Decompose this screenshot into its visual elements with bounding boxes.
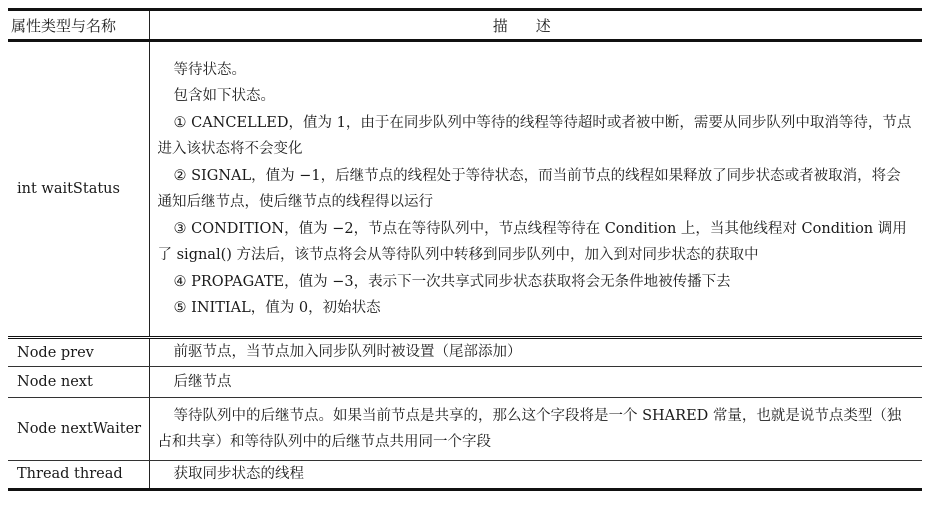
table-row (8, 367, 922, 398)
header-description-text: 描述 (492, 16, 579, 35)
paragraph: 等待状态。 (173, 61, 246, 78)
attribute-table (8, 8, 922, 491)
table-row (8, 41, 922, 338)
attr-name: Node nextWaiter (8, 398, 149, 461)
attr-name: int waitStatus (8, 41, 149, 338)
header-description (149, 10, 922, 41)
table-header (8, 10, 922, 41)
paragraph: ④ PROPAGATE，值为 −3，表示下一次共享式同步状态获取将会无条件地被传播下去 (173, 273, 731, 290)
attr-description (149, 461, 922, 490)
paragraph: 前驱节点，当节点加入同步队列时被设置（尾部添加） (173, 344, 522, 361)
paragraph: 后继节点 (173, 373, 232, 390)
table-row (8, 398, 922, 461)
attr-description (149, 367, 922, 398)
paragraph: 等待队列中的后继节点。如果当前节点是共享的，那么这个字段将是一个 SHARED 常量，也就是说节点类型（独占和共享）和等待队列中的后继节点共用同一个字段 (157, 407, 902, 450)
attr-name: Node next (8, 367, 149, 398)
attr-description (149, 338, 922, 367)
attr-description (149, 398, 922, 461)
paragraph: 获取同步状态的线程 (173, 466, 304, 482)
attr-name: Thread thread (8, 461, 149, 490)
table-row (8, 338, 922, 367)
paragraph: ③ CONDITION，值为 −2，节点在等待队列中，节点线程等待在 Condition 上，当其他线程对 Condition 调用了 signal() 方法后，该节点将会从等待队列中转移到同步队列中，加入到对同步状态的获取中 (157, 220, 907, 263)
header-name: 属性类型与名称 (8, 10, 149, 41)
attr-name: Node prev (8, 338, 149, 367)
attr-description (149, 41, 922, 338)
paragraph: 包含如下状态。 (173, 88, 275, 104)
paragraph: ① CANCELLED，值为 1，由于在同步队列中等待的线程等待超时或者被中断，需要从同步队列中取消等待，节点进入该状态将不会变化 (157, 114, 912, 157)
paragraph: ⑤ INITIAL，值为 0，初始状态 (173, 300, 381, 316)
paragraph: ② SIGNAL，值为 −1，后继节点的线程处于等待状态，而当前节点的线程如果释放了同步状态或者被取消，将会通知后继节点，使后继节点的线程得以运行 (157, 167, 901, 210)
table-row (8, 461, 922, 490)
